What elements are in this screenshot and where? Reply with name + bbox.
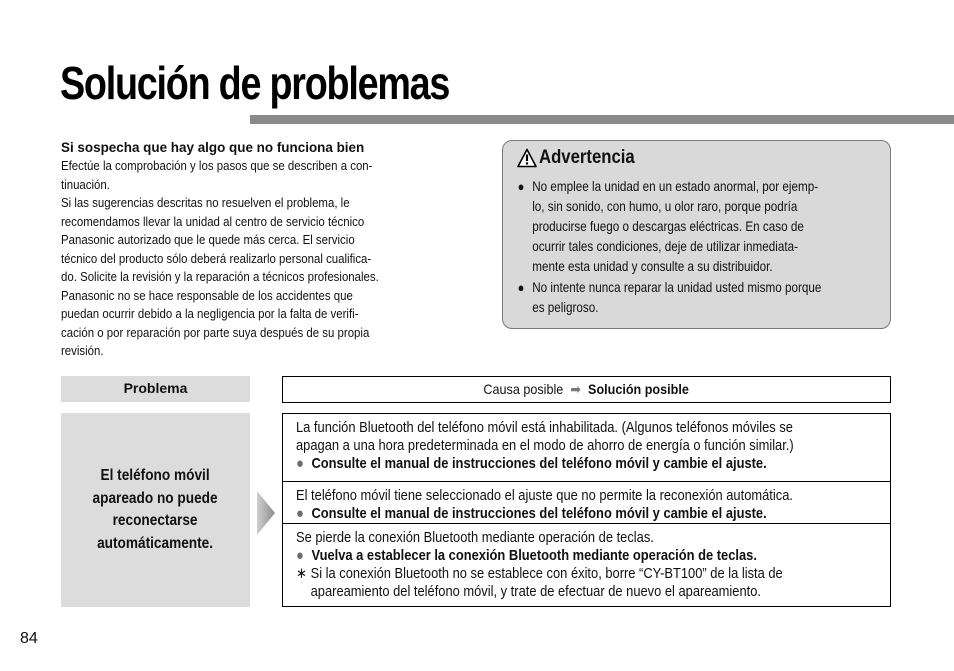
intro-line: Panasonic autorizado que le quede más cerca. El servicio — [61, 232, 355, 247]
warning-line: producirse fuego o descargas eléctricas. En caso de — [532, 219, 804, 234]
warning-list — [515, 177, 876, 319]
solutions-cell — [282, 413, 891, 607]
title-rule — [250, 115, 954, 124]
arrow-right-icon: ➡ — [570, 381, 582, 397]
problem-line: El teléfono móvil — [100, 467, 211, 484]
warning-item — [515, 278, 876, 318]
intro-line: Efectúe la comprobación y los pasos que se describen a con- — [61, 158, 373, 173]
bullet-icon: ● — [296, 455, 304, 472]
problem-column-header: Problema — [61, 376, 250, 402]
solution-header-label: Solución posible — [588, 381, 690, 397]
solution-action-text: Consulte el manual de instrucciones del teléfono móvil y cambie el ajuste. — [311, 455, 767, 472]
table-row — [283, 414, 890, 482]
warning-line: lo, sin sonido, con humo, u olor raro, porque podría — [532, 199, 798, 214]
warning-triangle-icon — [517, 148, 537, 168]
solution-action — [296, 455, 889, 473]
warning-line: mente esta unidad y consulte a su distribuidor. — [532, 259, 773, 274]
cause-text: El teléfono móvil tiene seleccionado el ajuste que no permite la reconexión automática. — [296, 487, 793, 504]
solution-action — [296, 505, 889, 523]
problem-text — [93, 465, 218, 555]
problem-cell — [61, 413, 250, 607]
note-line: Si la conexión Bluetooth no se establece con éxito, borre “CY-BT100” de la lista de — [310, 565, 783, 582]
table-row — [283, 482, 890, 524]
chevron-right-icon — [257, 491, 275, 535]
problem-line: apareado no puede — [92, 489, 219, 507]
problem-line: reconectarse — [113, 512, 198, 529]
intro-line: Panasonic no se hace responsable de los accidentes que — [61, 287, 353, 303]
intro-text — [61, 157, 461, 361]
intro-line: revisión. — [61, 343, 104, 358]
warning-line: No intente nunca reparar la unidad usted mismo porque — [532, 280, 822, 295]
warning-line: es peligroso. — [532, 300, 599, 315]
note-line: apareamiento del teléfono móvil, y trate de efectuar de nuevo el apareamiento. — [310, 583, 761, 600]
cause-solution-column-header — [282, 376, 891, 403]
solution-action-text: Consulte el manual de instrucciones del teléfono móvil y cambie el ajuste. — [311, 505, 767, 522]
intro-line: puedan ocurrir debido a la negligencia por la falta de verifi- — [61, 306, 359, 321]
intro-line: Si las sugerencias descritas no resuelven el problema, le — [61, 195, 350, 210]
bullet-icon: ● — [296, 505, 304, 522]
intro-line: do. Solicite la revisión y la reparación a técnicos profesionales. — [61, 269, 379, 284]
bullet-icon: ● — [517, 280, 525, 295]
page-number: 84 — [20, 630, 38, 647]
cause-text: apagan a una hora predeterminada en el modo de ahorro de energía o función similar.) — [296, 437, 794, 454]
intro-heading: Si sospecha que hay algo que no funciona bien — [61, 139, 365, 155]
asterisk-icon: ∗ — [296, 565, 307, 582]
warning-line: ocurrir tales condiciones, deje de utilizar inmediata- — [532, 239, 798, 254]
problem-line: automáticamente. — [97, 534, 214, 552]
intro-section — [61, 139, 461, 361]
solution-action — [296, 547, 889, 565]
solution-note — [296, 565, 889, 601]
intro-line: recomendamos llevar la unidad al centro de servicio técnico — [61, 213, 365, 229]
intro-line: técnico del producto sólo deberá realizarlo personal cualifica- — [61, 250, 372, 266]
solution-action-text: Vuelva a establecer la conexión Bluetooth mediante operación de teclas. — [311, 547, 757, 564]
warning-title: Advertencia — [539, 147, 635, 168]
page-title: Solución de problemas — [60, 57, 450, 109]
intro-line: cación o por reparación por parte suya después de su propia — [61, 324, 370, 340]
bullet-icon: ● — [296, 547, 304, 564]
warning-header — [517, 147, 648, 169]
warning-box — [502, 140, 891, 329]
cause-text: Se pierde la conexión Bluetooth mediante operación de teclas. — [296, 529, 654, 546]
intro-line: tinuación. — [61, 176, 110, 192]
bullet-icon: ● — [517, 179, 525, 194]
cause-text: La función Bluetooth del teléfono móvil está inhabilitada. (Algunos teléfonos móviles se — [296, 419, 793, 436]
table-row — [283, 524, 890, 606]
cause-header-label: Causa posible — [483, 381, 564, 397]
warning-line: No emplee la unidad en un estado anormal, por ejemp- — [532, 179, 819, 194]
warning-item — [515, 177, 876, 277]
